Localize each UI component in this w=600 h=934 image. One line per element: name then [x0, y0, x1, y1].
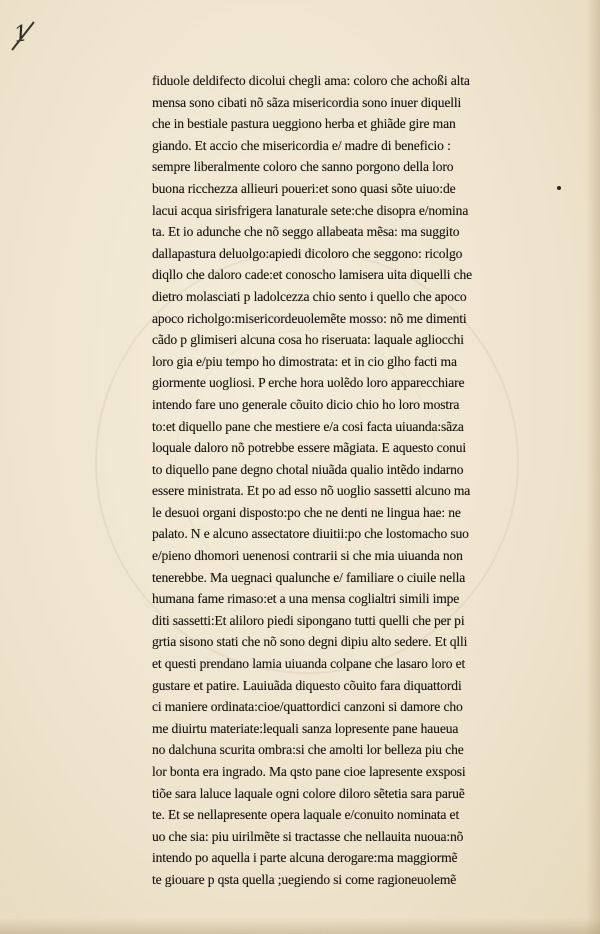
text-line: no dalchuna scurita ombra:si che amolti lor belleza piu che [152, 742, 464, 758]
text-line: che in bestiale pastura ueggiono herba et ghiãde gire man [152, 116, 456, 132]
text-line: ci maniere ordinata:cioe/quattordici canzoni si damore cho [152, 699, 463, 715]
text-line: tenerebbe. Ma uegnaci qualunche e/ familiare o ciuile nella [152, 569, 466, 585]
text-line: humana fame rimaso:et a una mensa coglialtri simili impe [152, 591, 460, 607]
text-line: to:et diquello pane che mestiere e/a cosi facta uiuanda:sãza [152, 418, 464, 434]
text-line: et questi prendano lamia uiuanda colpane che lasaro loro et [152, 656, 466, 672]
text-line: loquale daloro nõ potrebbe essere mãgiata. E aquesto conui [152, 440, 467, 456]
text-line: giormente uogliosi. P erche hora uolẽdo loro apparecchiare [152, 375, 465, 391]
text-line: diqllo che daloro cade:et conoscho lamisera uita diquelli che [152, 267, 473, 283]
page-edge-shadow-right [586, 0, 600, 934]
text-line: grtia sisono stati che nõ sono degni dipiu alto sedere. Et qlli [152, 634, 468, 650]
text-line: palato. N e alcuno assectatore diuitii:po che lostomacho suo [152, 526, 469, 542]
text-line: te. Et se nellapresente opera laquale e/conuito nominata et [152, 807, 460, 823]
text-line: te giouare p qsta quella ;uegiendo si come ragioneuolemẽ [152, 871, 457, 887]
text-line: fiduole deldifecto dicolui chegli ama: coloro che achoßi alta [152, 73, 470, 88]
text-line: lor bonta era ingrado. Ma qsto pane cioe lapresente exsposi [152, 764, 466, 779]
text-line: dallapastura deluolgo:apiedi dicoloro che seggono: ricolgo [152, 245, 463, 261]
text-line: le desuoi organi dispostо:po che ne denti ne lingua hae: ne [152, 504, 461, 520]
text-line: ta. Et io adunche che nõ seggo allabeata mẽsa: ma suggito [152, 224, 460, 240]
text-column [152, 70, 552, 891]
text-line: e/pieno dhomori uenenosi contrarii si che mia uiuanda non [152, 548, 463, 564]
text-line: gustare et patire. Lauiuãda diquesto cõuito fara diquattordi [152, 677, 462, 693]
page-edge-shadow-bottom [0, 918, 600, 934]
text-line: me diuirtu materiate:lequali sanza lopresente pane haueua [152, 720, 459, 736]
text-line: mensa sono cibati nõ sãza misericordia sono inuer diquelli [152, 94, 462, 110]
text-line: loro gia e/piu tempo ho dimostrata: et in cio glho facti ma [152, 353, 457, 369]
text-line: to diquello pane degno chotal niuãda qualio intẽdo indarno [152, 461, 464, 477]
text-line: dietro molasciati p ladolcezza chio sento i quello che apoco [152, 288, 467, 304]
text-line: intendo fare uno generale cõuito dicio chio ho loro mostra [152, 396, 460, 412]
text-line: uo che sia: piu uirilmẽte si tractasse che nellauita nuoua:nõ [152, 828, 464, 844]
text-line: diti sassetti:Et aliloro piedi sipongano tutti quelli che per pi [152, 612, 465, 628]
text-line: buona ricchezza allieuri poueri:et sono quasi sõte uiuo:de [152, 180, 456, 196]
text-line: tiõe sara laluce laquale ogni colore diloro sẽtetia sara paruẽ [152, 785, 465, 801]
text-line: cãdo p glimiseri alcuna cosa ho riseruata: laquale agliocchi [152, 332, 464, 348]
ink-dot [557, 186, 561, 190]
text-line: essere ministrata. Et po ad esso nõ uoglio sassetti alcuno ma [152, 483, 471, 499]
text-line: sempre liberalmente coloro che sanno porgono della loro [152, 159, 454, 175]
text-line: apoco richolgo:misericordeuolemẽte mosso: nõ me dimenti [152, 310, 467, 326]
folio-number: 1 [12, 21, 30, 48]
text-line: giando. Et accio che misericordia e/ madre di beneficio : [152, 137, 451, 153]
text-line: lacui acqua sirisfrigera lanaturale sete:che disopra e/nomina [152, 202, 469, 218]
text-line: intendo po aquella i parte alcuna derogare:ma maggiormẽ [152, 850, 458, 866]
